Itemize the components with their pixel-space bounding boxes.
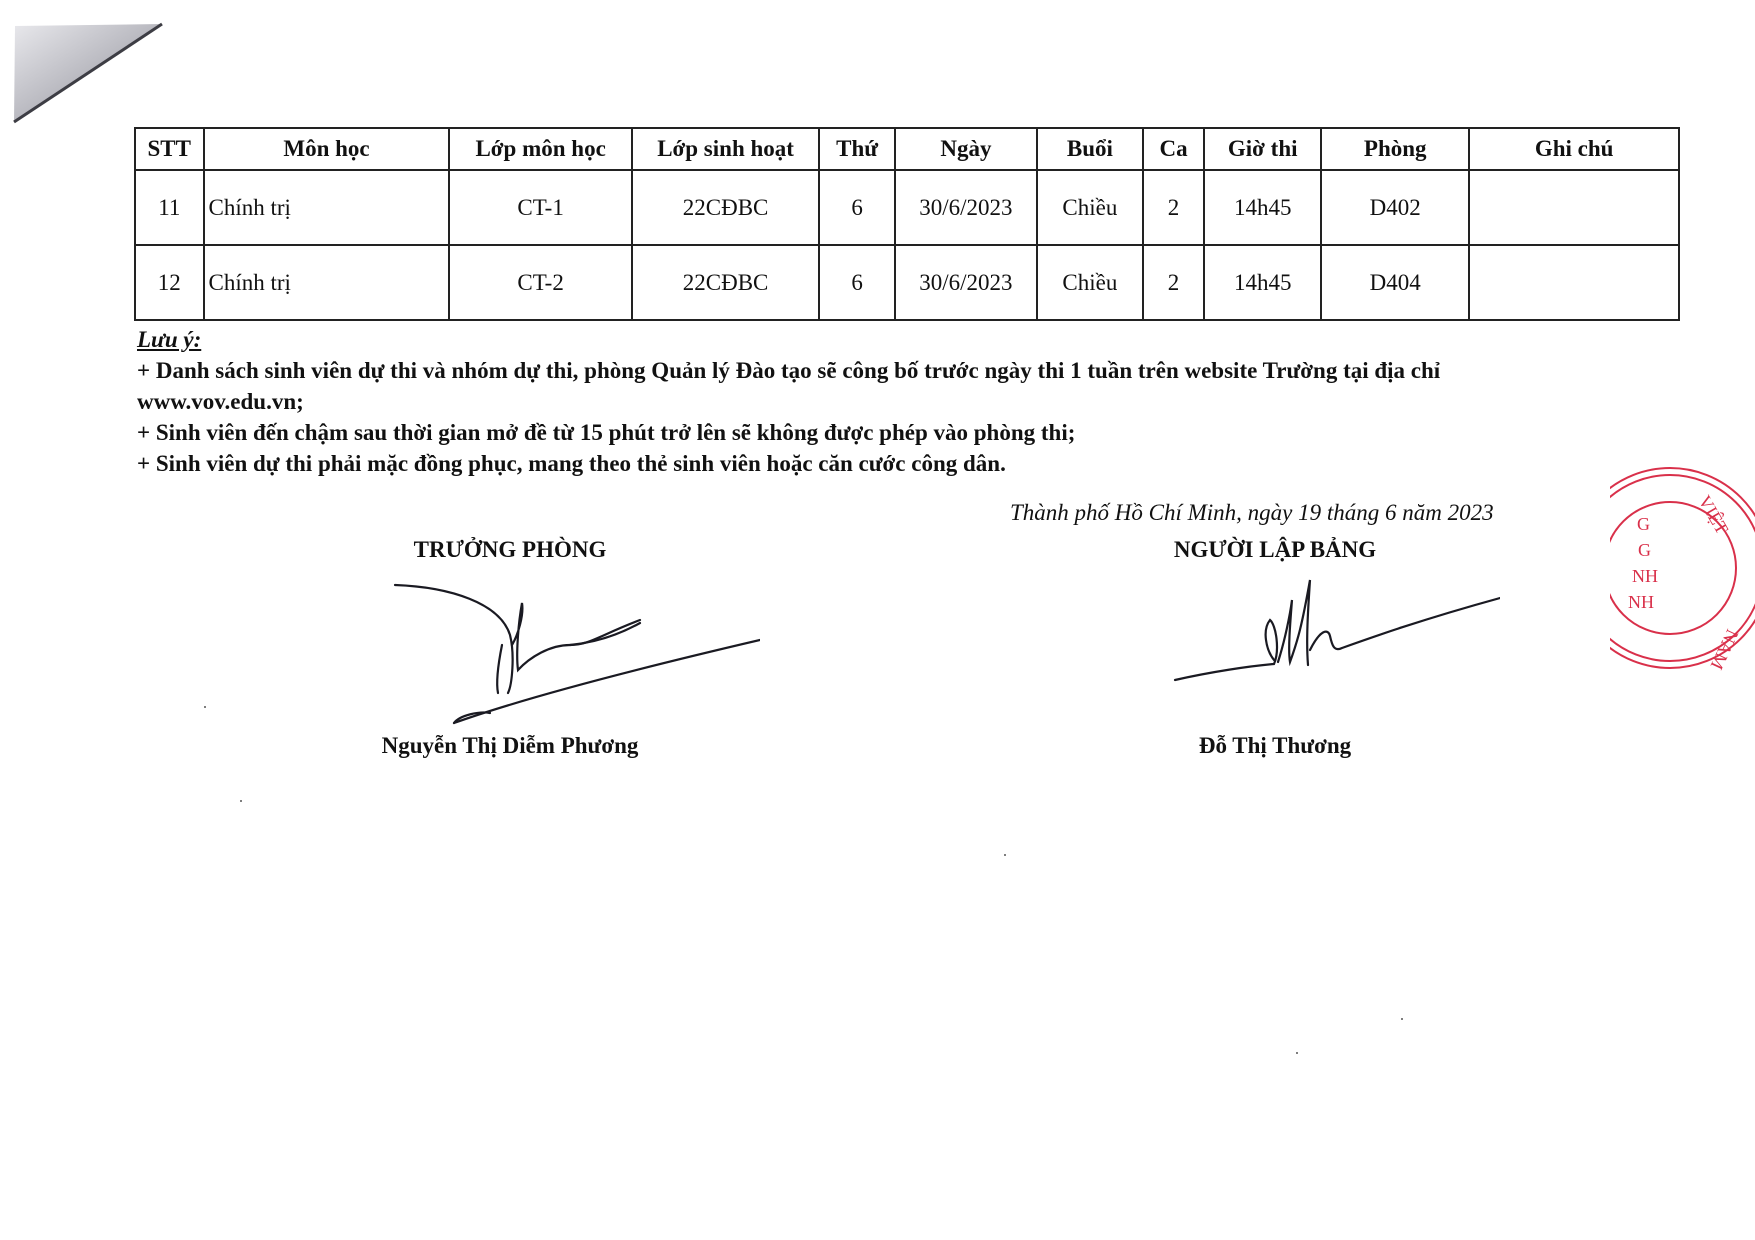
- cell-ghi-chu: [1469, 245, 1679, 320]
- cell-lop-sinh-hoat: 22CĐBC: [632, 245, 819, 320]
- note-line: + Sinh viên đến chậm sau thời gian mở đề từ 15 phút trở lên sẽ không được phép vào phòng thi;: [137, 420, 1076, 445]
- header-thu: Thứ: [819, 128, 895, 170]
- cell-ca: 2: [1143, 245, 1204, 320]
- cell-lop-mon-hoc: CT-2: [449, 245, 631, 320]
- notes-title: Lưu ý:: [137, 327, 202, 352]
- stamp-line: NH: [1628, 592, 1654, 612]
- cell-stt: 12: [135, 245, 204, 320]
- signer-right-name: Đỗ Thị Thương: [1198, 733, 1352, 758]
- official-stamp: [1610, 460, 1755, 675]
- cell-buoi: Chiều: [1037, 245, 1143, 320]
- header-buoi: Buổi: [1037, 128, 1143, 170]
- header-ghi-chu: Ghi chú: [1469, 128, 1679, 170]
- table-header: [135, 128, 1679, 170]
- cell-phong: D404: [1321, 245, 1469, 320]
- cell-lop-sinh-hoat: 22CĐBC: [632, 170, 819, 245]
- table-header-row: [135, 128, 1679, 170]
- cell-gio-thi: 14h45: [1204, 170, 1321, 245]
- cell-stt: 11: [135, 170, 204, 245]
- stamp-line: G: [1638, 540, 1651, 560]
- header-lop-mon-hoc: Lớp môn học: [449, 128, 631, 170]
- cell-buoi: Chiều: [1037, 170, 1143, 245]
- stamp-line: NH: [1632, 566, 1658, 586]
- scan-speck: [240, 800, 242, 802]
- cell-ngay: 30/6/2023: [895, 245, 1037, 320]
- cell-thu: 6: [819, 170, 895, 245]
- date-line: Thành phố Hồ Chí Minh, ngày 19 tháng 6 năm 2023: [1010, 500, 1494, 525]
- stamp-line: G: [1637, 514, 1650, 534]
- header-phong: Phòng: [1321, 128, 1469, 170]
- cell-ghi-chu: [1469, 170, 1679, 245]
- signature-right: [1170, 570, 1500, 690]
- cell-ngay: 30/6/2023: [895, 170, 1037, 245]
- cell-mon-hoc: Chính trị: [204, 245, 450, 320]
- header-ca: Ca: [1143, 128, 1204, 170]
- cell-mon-hoc: Chính trị: [204, 170, 450, 245]
- exam-schedule-table: [134, 127, 1680, 321]
- signature-left: [390, 575, 760, 735]
- header-stt: STT: [135, 128, 204, 170]
- cell-phong: D402: [1321, 170, 1469, 245]
- header-ngay: Ngày: [895, 128, 1037, 170]
- folded-corner: [0, 0, 190, 140]
- note-line: + Sinh viên dự thi phải mặc đồng phục, mang theo thẻ sinh viên hoặc căn cước công dân.: [137, 451, 1006, 476]
- table-row: [135, 245, 1679, 320]
- signer-right-title: NGƯỜI LẬP BẢNG: [1173, 537, 1377, 562]
- cell-ca: 2: [1143, 170, 1204, 245]
- scan-speck: [204, 706, 206, 708]
- signer-left-name: Nguyễn Thị Diễm Phương: [381, 733, 639, 758]
- stamp-arc-text-1: VIỆT: [1694, 492, 1733, 538]
- cell-lop-mon-hoc: CT-1: [449, 170, 631, 245]
- table-row: [135, 170, 1679, 245]
- header-lop-sinh-hoat: Lớp sinh hoạt: [632, 128, 819, 170]
- cell-gio-thi: 14h45: [1204, 245, 1321, 320]
- header-gio-thi: Giờ thi: [1204, 128, 1321, 170]
- cell-thu: 6: [819, 245, 895, 320]
- stamp-arc-text-2: NAM: [1706, 626, 1743, 673]
- scan-speck: [1401, 1018, 1403, 1020]
- scan-speck: [1296, 1052, 1298, 1054]
- signer-left-title: TRƯỞNG PHÒNG: [413, 537, 607, 562]
- header-mon-hoc: Môn học: [204, 128, 450, 170]
- note-line: + Danh sách sinh viên dự thi và nhóm dự thi, phòng Quản lý Đào tạo sẽ công bố trước ngày thi 1 tuần trên website Trường tại địa chỉ www.vov.edu.vn;: [137, 358, 1441, 414]
- notes-section: [137, 324, 1577, 479]
- scan-speck: [1004, 854, 1006, 856]
